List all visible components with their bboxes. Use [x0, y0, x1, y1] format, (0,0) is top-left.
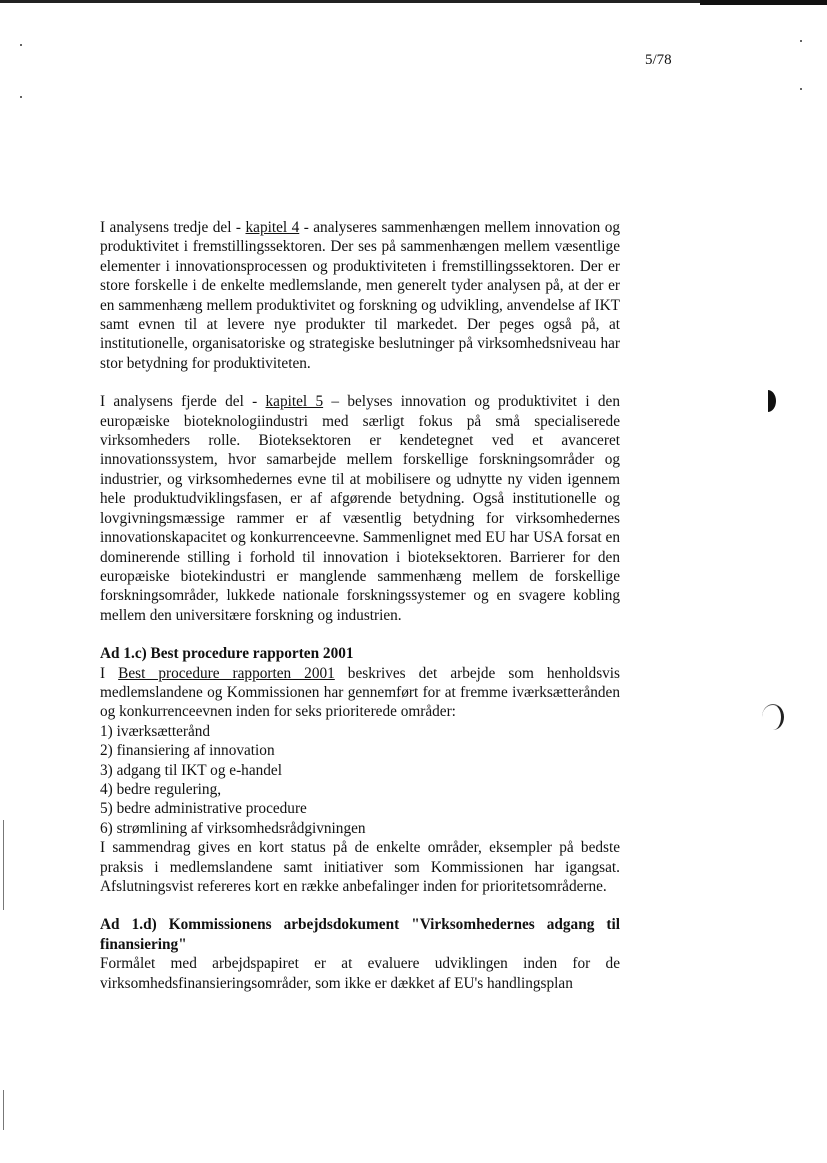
binder-hole-mark	[760, 390, 776, 412]
top-scan-rule-thick	[700, 0, 827, 5]
binder-hole-mark	[762, 704, 784, 730]
document-body	[100, 218, 620, 993]
link-best-procedure-rapporten[interactable]: Best procedure rapporten 2001	[118, 664, 335, 682]
page-number: 5/78	[645, 52, 672, 68]
paragraph-best-procedure-summary: I sammendrag gives en kort status på de enkelte områder, eksempler på bedste praksis i medlemslandene samt initiativer som Kommissionen har igangsat. Afslutningsvist refereres kort en række anbefalinger inden for prioritetsområderne.	[100, 839, 620, 895]
list-item: 3) adgang til IKT og e-handel	[100, 761, 282, 779]
list-item: 2) finansiering af innovation	[100, 742, 275, 760]
priority-areas-list	[100, 722, 620, 838]
scan-speck	[20, 96, 22, 98]
link-kapitel-5[interactable]: kapitel 5	[265, 393, 324, 411]
list-item: 6) strømlining af virksomhedsrådgivningen	[100, 819, 366, 837]
list-item: 1) iværksætterånd	[100, 722, 211, 740]
scan-speck	[800, 88, 802, 90]
paragraph-chapter-4: I analysens tredje del - kapitel 4 - analyseres sammenhængen mellem innovation og produktivitet i fremstillingssektoren. Der ses på sammenhængen mellem væsentlige elementer i innovationsprocessen og produktiviteten i fremstillingssektoren. Der er store forskelle i de enkelte medlemslande, men generelt tyder analysen på, at der er en sammenhæng mellem produktivitet og forskning og udvikling, anvendelse af IKT samt evnen til at levere nye produkter til markedet. Der peges også på, at institutionelle, organisatoriske og strategiske beslutninger på virksomhedsniveau har stor betydning for produktiviteten.	[100, 219, 620, 372]
paragraph-chapter-5: I analysens fjerde del - kapitel 5 – belyses innovation og produktivitet i den europæiske bioteknologiindustri med særligt fokus på små specialiserede virksomheders rolle. Bioteksektoren er kendetegnet ved et avanceret innovationssystem, hvor samarbejde mellem forskellige forskningsområder og industrier, og virksomhedernes evne til at mobilisere og udnytte ny viden igennem hele produktudviklingsfasen, er af afgørende betydning. Også institutionelle og lovgivningsmæssige rammer er af væsentlig betydning for virksomhedernes innovationskapacitet og konkurrenceevne. Sammenlignet med EU har USA forsat en dominerende stilling i forhold til innovation i bioteksektoren. Barrierer for den europæiske biotekindustri er manglende sammenhæng mellem de forskellige forskningsområder, lukkede nationale forskningssystemer og en svagere kobling mellem den universitære forskning og industrien.	[100, 393, 620, 624]
list-item: 4) bedre regulering,	[100, 780, 222, 798]
scan-speck	[20, 44, 22, 46]
section-heading-financing: Ad 1.d) Kommissionens arbejdsdokument "Virksomhedernes adgang til finansiering"	[100, 916, 620, 953]
scan-edge-line	[3, 820, 4, 910]
section-heading-best-procedure: Ad 1.c) Best procedure rapporten 2001	[100, 645, 354, 663]
paragraph-financing-body: Formålet med arbejdspapiret er at evaluere udviklingen inden for de virksomhedsfinansieringsområder, som ikke er dækket af EU's handlingsplan	[100, 955, 620, 992]
scan-speck	[800, 40, 802, 42]
paragraph-best-procedure-intro: I Best procedure rapporten 2001 beskrives det arbejde som henholdsvis medlemslandene og Kommissionen har gennemført for at fremme iværksætterånden og konkurrenceevnen inden for seks prioriterede områder:	[100, 664, 620, 721]
scan-edge-line	[3, 1090, 4, 1130]
list-item: 5) bedre administrative procedure	[100, 800, 307, 818]
link-kapitel-4[interactable]: kapitel 4	[245, 219, 300, 236]
